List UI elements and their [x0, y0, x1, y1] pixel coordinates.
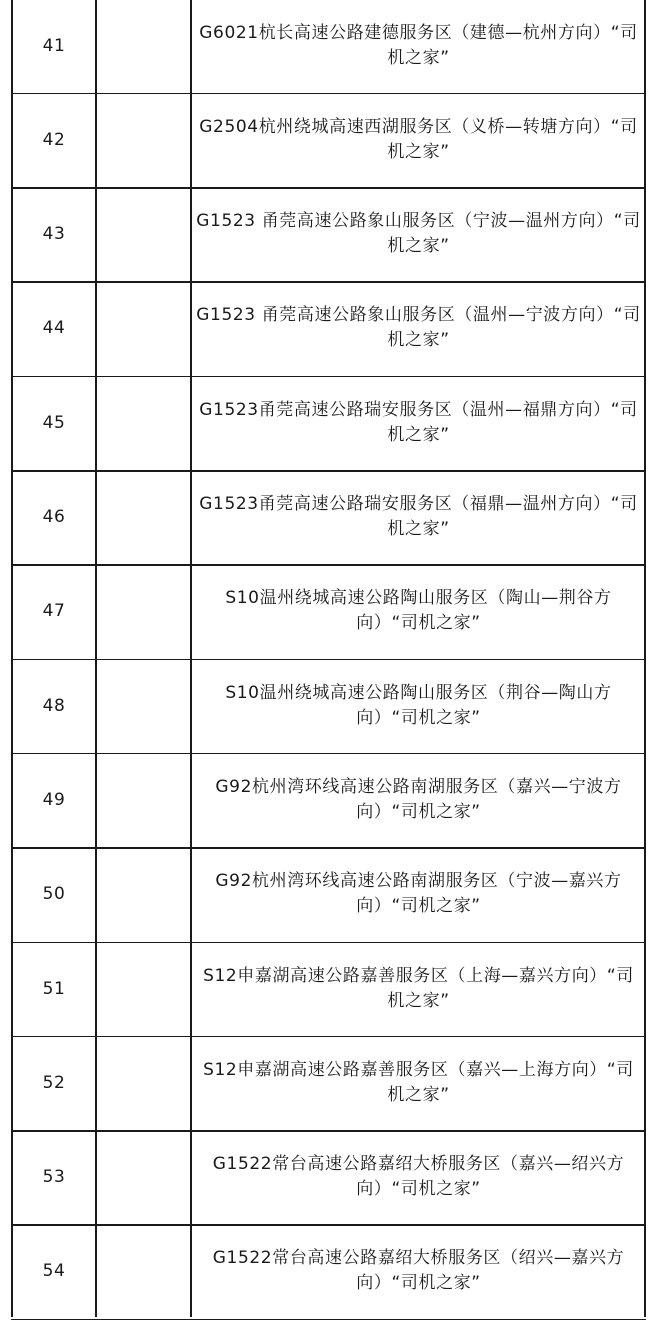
service-area-name: G92杭州湾环线高速公路南湖服务区（嘉兴—宁波方向）“司机之家” — [215, 776, 622, 822]
table-row — [0, 1130, 656, 1224]
service-area-name: G6021杭长高速公路建德服务区（建德—杭州方向）“司机之家” — [199, 22, 638, 68]
table-row — [0, 470, 656, 564]
table-row — [0, 564, 656, 658]
table-row — [0, 847, 656, 941]
table-row — [0, 1224, 656, 1318]
row-number: 47 — [42, 601, 66, 622]
service-area-name: S12申嘉湖高速公路嘉善服务区（嘉兴—上海方向）“司机之家” — [203, 1059, 634, 1105]
table-row — [0, 942, 656, 1036]
table-row — [0, 0, 656, 93]
table-row — [0, 753, 656, 847]
row-number: 43 — [42, 224, 66, 245]
service-area-name: S12申嘉湖高速公路嘉善服务区（上海—嘉兴方向）“司机之家” — [203, 965, 634, 1011]
service-area-name: G92杭州湾环线高速公路南湖服务区（宁波—嘉兴方向）“司机之家” — [215, 871, 622, 917]
row-number: 45 — [42, 412, 66, 433]
row-number: 42 — [42, 129, 66, 150]
table-row — [0, 659, 656, 753]
row-number: 49 — [42, 789, 66, 810]
service-area-name: G1523 甬莞高速公路象山服务区（温州—宁波方向）“司机之家” — [196, 305, 641, 351]
row-number: 46 — [42, 507, 66, 527]
row-number: 41 — [42, 35, 66, 56]
service-area-name: S10温州绕城高速公路陶山服务区（陶山—荆谷方向）“司机之家” — [225, 588, 612, 634]
service-area-name: G1522常台高速公路嘉绍大桥服务区（绍兴—嘉兴方向）“司机之家” — [212, 1248, 625, 1294]
table-row — [0, 281, 656, 375]
table-row — [0, 93, 656, 187]
service-area-name: G1523甬莞高速公路瑞安服务区（温州—福鼎方向）“司机之家” — [199, 399, 638, 445]
table-row — [0, 1036, 656, 1130]
row-number: 50 — [42, 884, 66, 905]
service-area-name: G2504杭州绕城高速西湖服务区（义桥—转塘方向）“司机之家” — [199, 116, 638, 162]
row-number: 48 — [42, 695, 66, 716]
row-number: 53 — [42, 1167, 66, 1188]
service-area-name: G1523甬莞高速公路瑞安服务区（福鼎—温州方向）“司机之家” — [199, 494, 638, 539]
service-area-name: S10温州绕城高速公路陶山服务区（荆谷—陶山方向）“司机之家” — [225, 682, 612, 728]
table-row — [0, 187, 656, 281]
table-row — [0, 376, 656, 470]
row-number: 54 — [42, 1261, 66, 1282]
service-area-name: G1523 甬莞高速公路象山服务区（宁波—温州方向）“司机之家” — [196, 211, 641, 257]
row-number: 51 — [42, 978, 66, 999]
service-area-name: G1522常台高速公路嘉绍大桥服务区（嘉兴—绍兴方向）“司机之家” — [212, 1154, 625, 1200]
row-number: 52 — [42, 1072, 66, 1093]
row-number: 44 — [42, 318, 66, 339]
